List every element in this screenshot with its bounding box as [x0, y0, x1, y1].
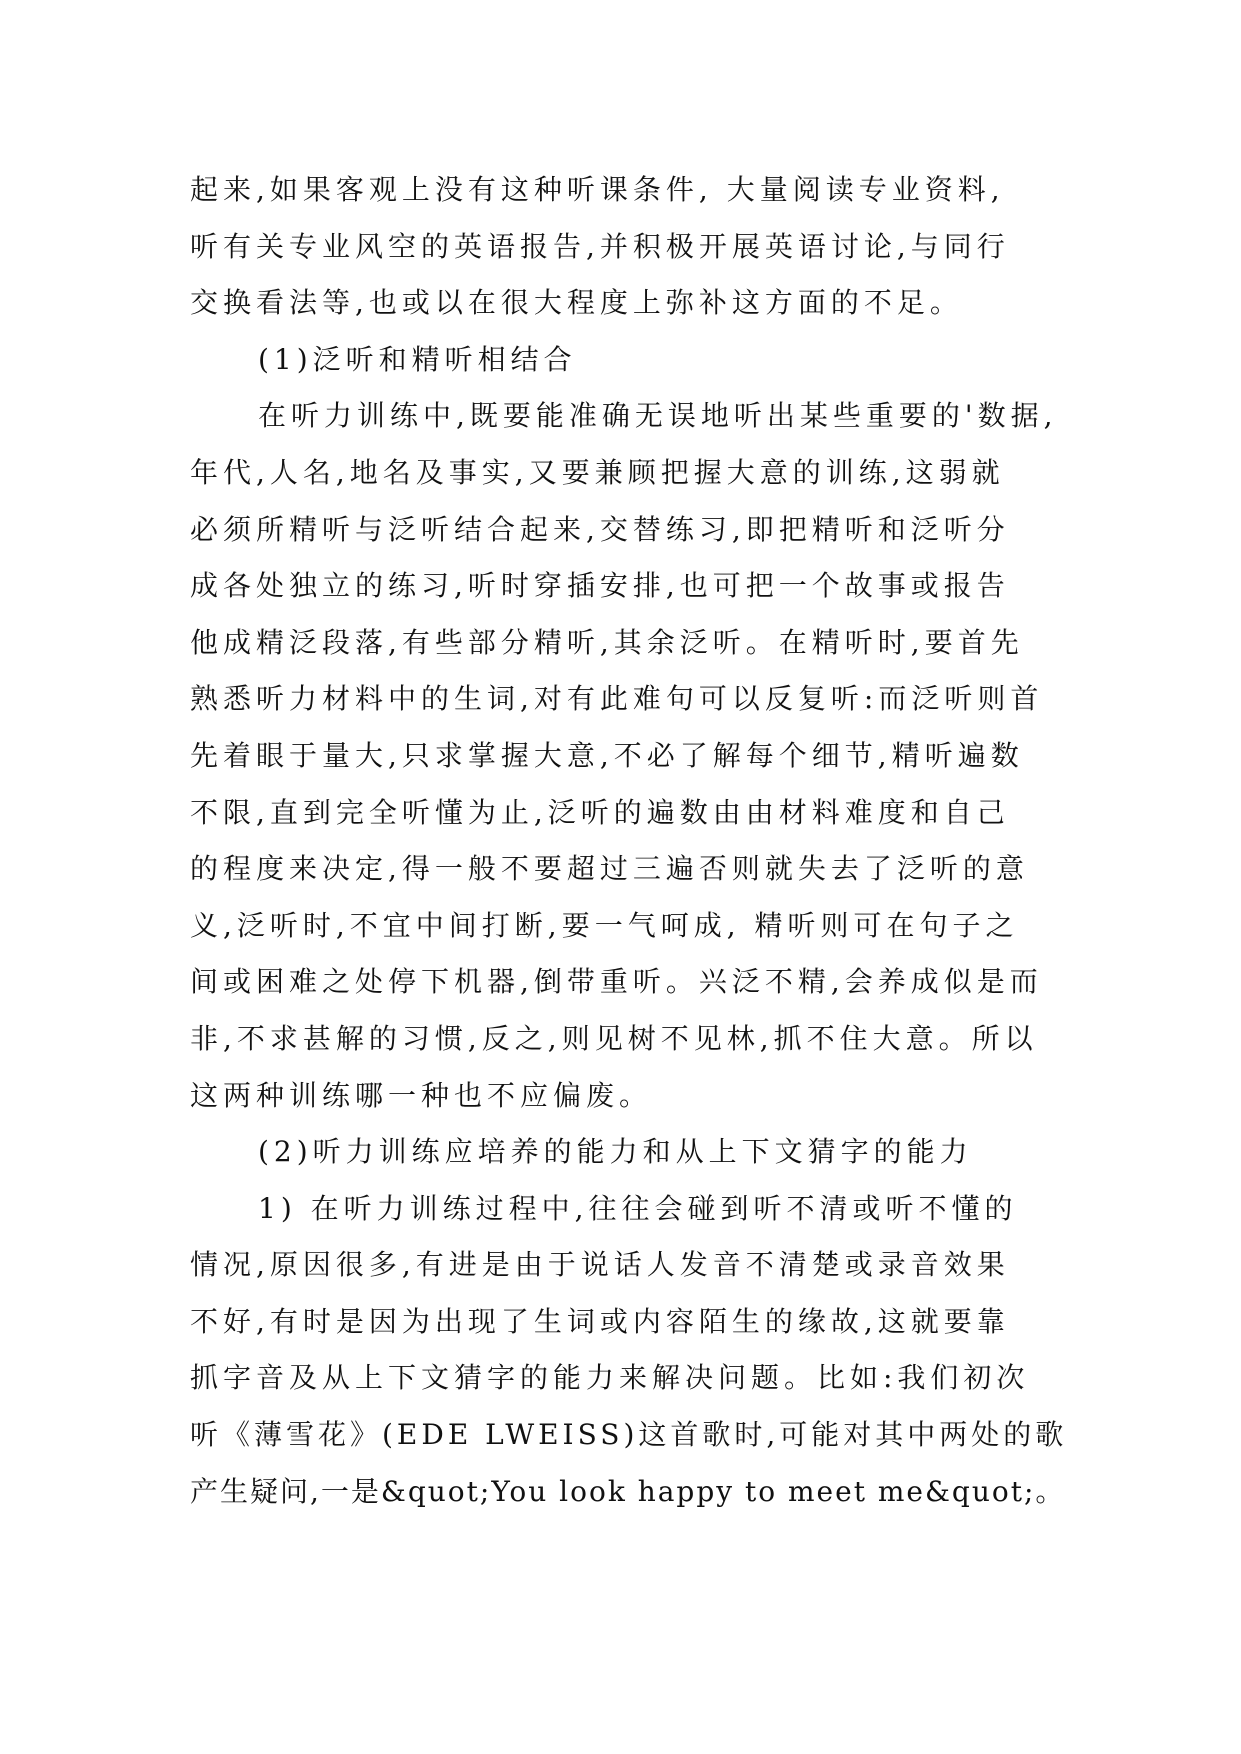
text-line: 成各处独立的练习,听时穿插安排,也可把一个故事或报告: [190, 569, 1010, 603]
text-line: 先着眼于量大,只求掌握大意,不必了解每个细节,精听遍数: [190, 738, 1024, 772]
text-line: 不限,直到完全听懂为止,泛听的遍数由由材料难度和自己: [190, 795, 1010, 829]
text-line: 听《薄雪花》(EDE LWEISS)这首歌时,可能对其中两处的歌: [190, 1418, 1068, 1452]
section-heading: (2)听力训练应培养的能力和从上下文猜字的能力: [258, 1135, 973, 1169]
paragraph-first-line: 在听力训练中,既要能准确无误地听出某些重要的'数据,: [258, 399, 1058, 433]
text-line: 必须所精听与泛听结合起来,交替练习,即把精听和泛听分: [190, 512, 1010, 546]
section-heading: (1)泛听和精听相结合: [258, 342, 577, 376]
paragraph-first-line: 1) 在听力训练过程中,往往会碰到听不清或听不懂的: [258, 1191, 1018, 1225]
body-text: [190, 162, 1070, 1520]
text-line: 非,不求甚解的习惯,反之,则见树不见林,抓不住大意。所以: [190, 1021, 1038, 1055]
text-line: 年代,人名,地名及事实,又要兼顾把握大意的训练,这弱就: [190, 455, 1005, 489]
text-line: 间或困难之处停下机器,倒带重听。兴泛不精,会养成似是而: [190, 965, 1043, 999]
text-line: 听有关专业风空的英语报告,并积极开展英语讨论,与同行: [190, 229, 1010, 263]
text-line: 交换看法等,也或以在很大程度上弥补这方面的不足。: [190, 286, 963, 320]
text-line: 情况,原因很多,有进是由于说话人发音不清楚或录音效果: [190, 1248, 1010, 1282]
text-line: 他成精泛段落,有些部分精听,其余泛听。在精听时,要首先: [190, 625, 1024, 659]
text-line: 抓字音及从上下文猜字的能力来解决问题。比如:我们初次: [190, 1361, 1030, 1395]
text-line: 起来,如果客观上没有这种听课条件, 大量阅读专业资料,: [190, 173, 1005, 206]
text-line: 产生疑问,一是&quot;You look happy to meet me&quot;。: [190, 1474, 1066, 1508]
text-line: 的程度来决定,得一般不要超过三遍否则就失去了泛听的意: [190, 852, 1029, 886]
text-line: 这两种训练哪一种也不应偏废。: [190, 1078, 653, 1112]
text-line: 不好,有时是因为出现了生词或内容陌生的缘故,这就要靠: [190, 1304, 1010, 1338]
text-line: 义,泛听时,不宜中间打断,要一气呵成, 精听则可在句子之: [190, 908, 1019, 942]
text-line: 熟悉听力材料中的生词,对有此难句可以反复听:而泛听则首: [190, 682, 1044, 716]
